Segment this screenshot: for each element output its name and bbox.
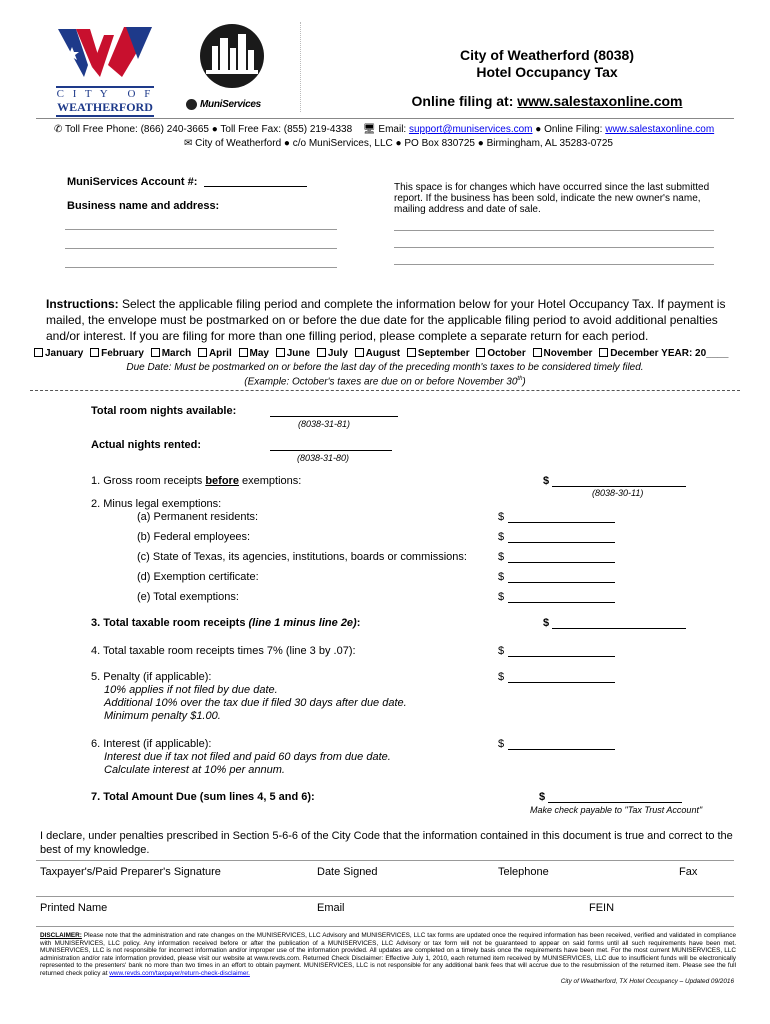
checkbox-november[interactable] [533,348,542,357]
line2d-label: (d) Exemption certificate: [137,571,259,583]
email-link[interactable]: support@muniservices.com [408,124,533,135]
date-signed-label[interactable]: Date Signed [317,866,378,878]
month-july[interactable]: July [313,348,348,359]
phone-icon: ✆ [54,124,63,135]
changes-note: This space is for changes which have occurred since the last submitted report. If the business has been sold, indicate the new owner's name, mailing address and date of sale. [394,182,710,215]
line3-field[interactable] [552,628,686,629]
month-october[interactable]: October [472,348,525,359]
header-rule [36,118,734,119]
month-may[interactable]: May [235,348,269,359]
month-march[interactable]: March [147,348,191,359]
account-number-field[interactable] [204,186,307,187]
month-december[interactable]: December [595,348,658,359]
line4-label: 4. Total taxable room receipts times 7% (line 3 by .07): [91,645,356,657]
business-address-line-1[interactable] [65,229,337,230]
contact-line-1: ✆ Toll Free Phone: (866) 240-3665 ● Toll Free Fax: (855) 219-4338 🖥 Email: support@muniservices.com ● Online Filing: www.salestaxonline.com [54,124,715,135]
line2e-field[interactable] [508,602,615,603]
declaration: I declare, under penalties prescribed in Section 5-6-6 of the City Code that the information contained in this document is true and correct to the best of my knowledge. [40,830,733,856]
room-nights-label: Total room nights available: [91,405,237,417]
line5-note-2: Additional 10% over the tax due if filed 30 days after due date. [104,697,407,709]
line2-label: 2. Minus legal exemptions: [91,498,222,510]
line4-dollar: $ [498,645,505,657]
business-address-line-3[interactable] [65,267,337,268]
line6-note-2: Calculate interest at 10% per annum. [104,764,285,776]
line7-label: 7. Total Amount Due (sum lines 4, 5 and 6): [91,791,315,803]
line2a-dollar: $ [498,511,505,523]
line5-note-1: 10% applies if not filed by due date. [104,684,278,696]
line2d-dollar: $ [498,571,505,583]
actual-nights-field[interactable] [270,450,392,451]
signature-row-rule [36,860,734,861]
business-label: Business name and address: [67,200,220,212]
changes-line-2[interactable] [394,247,714,248]
contact-line-2: ✉ City of Weatherford ● c/o MuniServices, LLC ● PO Box 830725 ● Birmingham, AL 35283-0725 [184,138,613,149]
title-line-2: Hotel Occupancy Tax [476,64,618,80]
online-filing-line: Online filing at: www.salestaxonline.com [411,93,683,109]
envelope-icon: ✉ [184,138,193,149]
line2b-dollar: $ [498,531,505,543]
line2e-label: (e) Total exemptions: [137,591,239,603]
checkbox-may[interactable] [239,348,248,357]
email-label[interactable]: Email [317,902,345,914]
actual-nights-label: Actual nights rented: [91,439,202,451]
line6-note-1: Interest due if tax not filed and paid 60 days from due date. [104,751,391,763]
line1-field[interactable] [552,486,686,487]
city-logo-line-1: C I T Y O F [56,88,154,100]
checkbox-march[interactable] [151,348,160,357]
line1-label: 1. Gross room receipts before exemptions: [91,475,302,487]
online-filing-link-2[interactable]: www.salestaxonline.com [605,124,715,135]
line2e-dollar: $ [498,591,505,603]
signature-label[interactable]: Taxpayer's/Paid Preparer's Signature [40,866,221,878]
printed-name-label[interactable]: Printed Name [40,902,108,914]
footer-updated: City of Weatherford, TX Hotel Occupancy – Updated 09/2016 [560,978,734,985]
month-september[interactable]: September [403,348,470,359]
month-january[interactable]: January [30,348,83,359]
account-label: MuniServices Account #: [67,176,198,188]
line2c-dollar: $ [498,551,505,563]
line5-label: 5. Penalty (if applicable): [91,671,212,683]
room-nights-field[interactable] [270,416,398,417]
checkbox-october[interactable] [476,348,485,357]
page-title [382,47,712,109]
line2a-label: (a) Permanent residents: [137,511,259,523]
changes-line-1[interactable] [394,230,714,231]
line2b-label: (b) Federal employees: [137,531,251,543]
section-rule [30,390,740,391]
line6-dollar: $ [498,738,505,750]
muniservices-mark-icon [186,99,197,110]
month-february[interactable]: February [86,348,144,359]
line6-field[interactable] [508,749,615,750]
return-check-link[interactable]: www.revds.com/taxpayer/return-check-disclaimer. [109,969,250,977]
muniservices-skyline-icon [186,20,278,90]
line5-dollar: $ [498,671,505,683]
instructions: Instructions: Select the applicable filing period and complete the information below for your Hotel Occupancy Tax. If payment is mailed, the envelope must be postmarked on or before the due date for the applicable filing period to avoid additional penalties and/or interest. If you are filing for more than one filling period, please complete a separate return for each period. [46,297,726,343]
changes-line-3[interactable] [394,264,714,265]
month-november[interactable]: November [529,348,593,359]
muniservices-wordmark: MuniServices [186,99,278,110]
month-selector [30,348,728,359]
due-date-note: Due Date: Must be postmarked on or before the last day of the preceding month's taxes to be considered timely filed. [126,362,644,373]
year-field[interactable]: YEAR: 20____ [661,348,729,359]
line1-code: (8038-30-11) [592,488,644,498]
actual-nights-code: (8038-31-80) [297,453,350,463]
line4-field[interactable] [508,656,615,657]
month-june[interactable]: June [272,348,310,359]
checkbox-august[interactable] [355,348,364,357]
line3-dollar: $ [543,617,550,629]
line5-note-3: Minimum penalty $1.00. [104,710,221,722]
line6-label: 6. Interest (if applicable): [91,738,212,750]
disclaimer: DISCLAIMER: Please note that the administration and rate changes on the MUNISERVICES, LLC Advisory and MUNISERVICES, LLC tax forms are updated once the required information has been received, verified and validated in compliance with MUNISERVICES, LLC policy. Any information received before or after the publication of a MUNISERVICES, LLC Advisory or tax form will not be guaranteed to appear on said forms until all such requirements have been met. MUNISERVICES, LLC is not responsible for incorrect information and/or improper use of the information provided. All updates are completed on a timely basis once the requirements have been met. For the most current MUNISERVICES, LLC administration and/or rate information provided, please visit our website at www.revds.com. Returned Check Disclaimer: Effective July 1, 2010, each returned item received by MUNISERVICES, LLC due to insufficient funds will be electronically represented to the presenters' bank no more than two times in an effort to obtain payment. MUNISERVICES, LLC is not responsible for any additional bank fees that will accrue due to the resubmission of the returned item. Please see the full returned check policy at www.revds.com/taxpayer/return-check-disclaimer. [40,932,736,977]
telephone-label[interactable]: Telephone [498,866,549,878]
due-date-example: (Example: October's taxes are due on or before November 30th) [244,376,526,388]
payable-note: Make check payable to "Tax Trust Account" [530,805,703,815]
disclaimer-rule [36,926,734,927]
fax-label[interactable]: Fax [679,866,698,878]
checkbox-december[interactable] [599,348,608,357]
city-logo-w-graphic [56,25,154,81]
city-logo [56,25,154,114]
line5-field[interactable] [508,682,615,683]
checkbox-september[interactable] [407,348,416,357]
checkbox-april[interactable] [198,348,207,357]
checkbox-june[interactable] [276,348,285,357]
printed-row-rule [36,896,734,897]
month-april[interactable]: April [194,348,232,359]
line3-label: 3. Total taxable room receipts (line 1 minus line 2e): [91,617,361,629]
computer-icon: 🖥 [362,124,376,135]
fein-label[interactable]: FEIN [589,902,615,914]
checkbox-july[interactable] [317,348,326,357]
line1-dollar: $ [543,475,550,487]
checkbox-january[interactable] [34,348,43,357]
muniservices-logo [186,20,278,110]
month-august[interactable]: August [351,348,400,359]
line2b-field[interactable] [508,542,615,543]
line7-field[interactable] [548,802,682,803]
business-address-line-2[interactable] [65,248,337,249]
line7-dollar: $ [539,791,546,803]
room-nights-code: (8038-31-81) [298,419,351,429]
line2c-label: (c) State of Texas, its agencies, institutions, boards or commissions: [137,551,467,563]
checkbox-february[interactable] [90,348,99,357]
logo-divider [300,22,301,112]
online-filing-link[interactable]: www.salestaxonline.com [517,93,683,109]
line2d-field[interactable] [508,582,615,583]
line2c-field[interactable] [508,562,615,563]
line2a-field[interactable] [508,522,615,523]
city-logo-line-2: WEATHERFORD [56,100,154,117]
title-line-1: City of Weatherford (8038) [460,47,634,63]
